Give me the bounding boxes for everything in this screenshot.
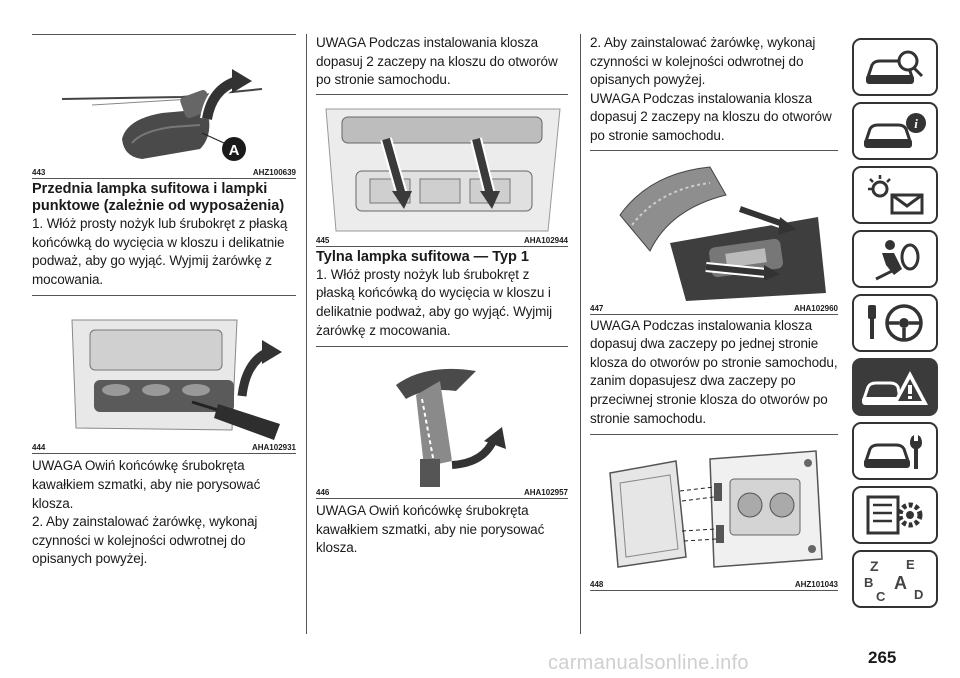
column-divider (306, 34, 307, 634)
page-number: 265 (868, 648, 897, 667)
figure-number: 446 (316, 488, 330, 498)
front-lamp-removal-illustration (32, 39, 296, 167)
column-1 (32, 34, 296, 569)
index-letter: E (906, 557, 915, 572)
rule (590, 150, 838, 151)
rule (316, 346, 568, 347)
figure-445 (316, 99, 568, 235)
warning-lights-icon (860, 171, 930, 219)
note-hooks-text: UWAGA Podczas instalowania klosza dopasuj 2 zaczepy na kloszu do otworów po stronie samochodu. (316, 35, 558, 88)
figure-446 (316, 351, 568, 487)
section-heading-rear-lamp: Tylna lampka sufitowa — Typ 1 (316, 248, 529, 265)
rule (32, 295, 296, 296)
car-warning-icon (860, 363, 930, 411)
column-2 (316, 34, 568, 558)
rule (316, 94, 568, 95)
figure-number: 443 (32, 168, 46, 177)
figure-447-caption (590, 304, 838, 315)
figure-code: AHA102931 (251, 443, 296, 453)
index-letters-icon (860, 555, 930, 603)
figure-448-caption (590, 580, 838, 591)
rear-lamp-removal-illustration (316, 351, 568, 487)
step-2-text: 2. Aby zainstalować żarówkę, wykonaj czynności w kolejności odwrotnej do opisanych powyżej. (590, 35, 816, 88)
car-wrench-icon (860, 427, 930, 475)
tab-airbag-safety[interactable] (852, 230, 938, 288)
tab-car-search[interactable] (852, 38, 938, 96)
index-letter: B (864, 575, 874, 590)
car-info-icon (860, 107, 930, 155)
note-hooks-order-text: UWAGA Podczas instalowania klosza dopasuj dwa zaczepy po jednej stronie klosza do otworów po stronie samochodu, zanim dopasujesz dwa zaczepy po przeciwnej stronie klosza do otworów po stronie samochodu. (590, 317, 838, 426)
tab-index[interactable] (852, 550, 938, 608)
figure-number: 447 (590, 303, 604, 313)
figure-446-caption (316, 488, 568, 499)
figure-code: AHZ101043 (794, 580, 838, 590)
figure-number: 448 (590, 580, 604, 590)
top-rule (32, 34, 296, 35)
index-letter: C (876, 589, 886, 603)
figure-443-caption (32, 168, 296, 179)
step-1-text: 1. Włóż prosty nożyk lub śrubokręt z płaską końcówką do wycięcia w kloszu i delikatnie podważ, aby go wyjąć. Wyjmij żarówkę z mocowania. (316, 266, 553, 338)
index-letter: A (894, 573, 907, 593)
note-cloth-text: UWAGA Owiń końcówkę śrubokręta kawałkiem szmatki, aby nie porysować klosza. (316, 503, 545, 556)
tab-specs[interactable] (852, 486, 938, 544)
watermark: carmanualsonline.info (548, 652, 749, 674)
step-1-text: 1. Włóż prosty nożyk lub śrubokręt z płaską końcówką do wycięcia w kloszu i delikatnie podważ, aby go wyjąć. Wyjmij żarówkę z mocowania. (32, 216, 288, 287)
column-divider (580, 34, 581, 634)
section-heading-front-lamp: Przednia lampka sufitowa i lampki punktowe (zależnie od wyposażenia) (32, 181, 285, 214)
tab-car-info[interactable] (852, 102, 938, 160)
figure-number: 445 (316, 235, 330, 245)
figure-code: AHA102957 (523, 488, 568, 498)
screwdriver-pry-illustration (32, 300, 296, 442)
index-letter: Z (870, 558, 879, 574)
figure-444 (32, 300, 296, 442)
rule (590, 434, 838, 435)
figure-448 (590, 439, 838, 579)
note-cloth-text: UWAGA Owiń końcówkę śrubokręta kawałkiem szmatki, aby nie porysować klosza. (32, 458, 261, 511)
note-hooks-text: UWAGA Podczas instalowania klosza dopasuj 2 zaczepy na kloszu do otworów po stronie samochodu. (590, 90, 832, 143)
rear-lens-install-illustration (590, 155, 838, 303)
airbag-safety-icon (860, 235, 930, 283)
svg-text:i: i (914, 116, 918, 131)
tab-steering-key[interactable] (852, 294, 938, 352)
index-letter: D (914, 587, 924, 602)
figure-code: AHZ100639 (252, 168, 296, 177)
callout-a: A (228, 142, 240, 159)
figure-number: 444 (32, 443, 46, 453)
chapter-tabs (852, 38, 938, 614)
column-3 (590, 34, 838, 591)
step-2-text: 2. Aby zainstalować żarówkę, wykonaj czynności w kolejności odwrotnej do opisanych powyżej. (32, 514, 258, 567)
figure-445-caption (316, 236, 568, 247)
figure-443 (32, 39, 296, 167)
figure-code: AHA102944 (523, 235, 568, 245)
specs-gear-icon (860, 491, 930, 539)
tab-car-warning[interactable] (852, 358, 938, 416)
lens-hooks-alignment-illustration (590, 439, 838, 579)
steering-wheel-key-icon (860, 299, 930, 347)
car-search-icon (860, 43, 930, 91)
tab-car-wrench[interactable] (852, 422, 938, 480)
tab-warning-lights[interactable] (852, 166, 938, 224)
figure-444-caption (32, 443, 296, 454)
figure-code: AHA102960 (793, 303, 838, 313)
front-lens-install-illustration (316, 99, 568, 235)
figure-447 (590, 155, 838, 303)
